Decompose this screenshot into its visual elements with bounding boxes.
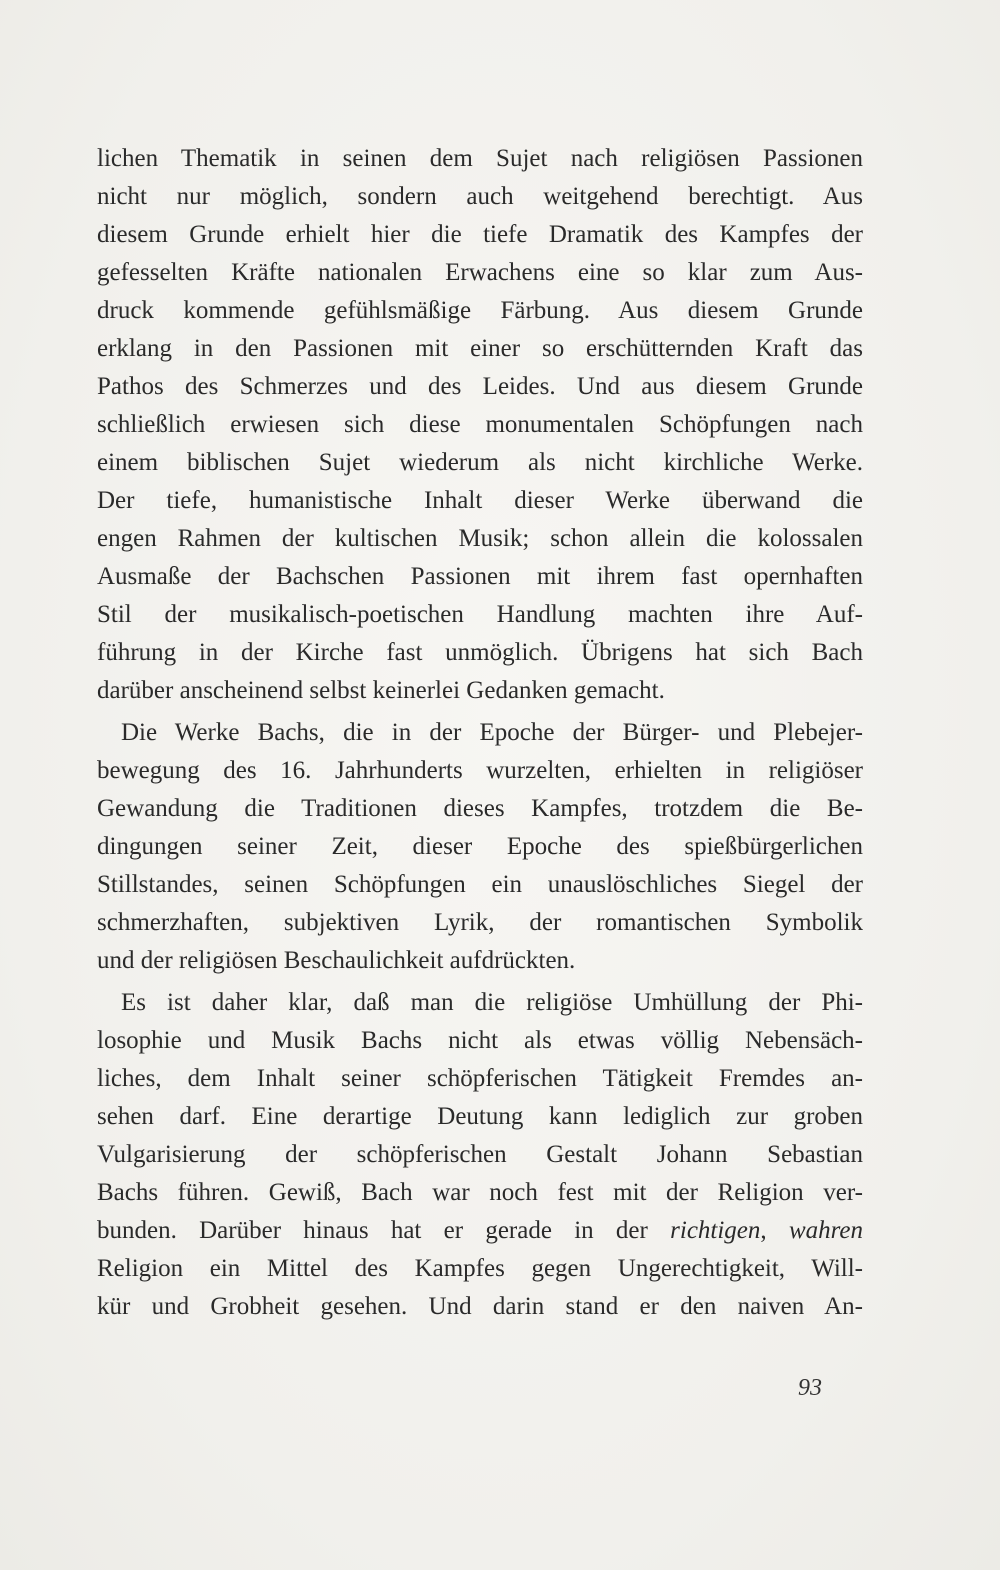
text-line: gefesselten Kräfte nationalen Erwachens eine so klar zum Aus- xyxy=(97,259,863,286)
text-line: kür und Grobheit gesehen. Und darin stand er den naiven An- xyxy=(97,1293,863,1320)
text-line: erklang in den Passionen mit einer so erschütternden Kraft das xyxy=(97,335,863,362)
text-line: losophie und Musik Bachs nicht als etwas völlig Nebensäch- xyxy=(97,1027,863,1054)
text-line: Vulgarisierung der schöpferischen Gestalt Johann Sebastian xyxy=(97,1141,863,1168)
text-line: druck kommende gefühlsmäßige Färbung. Aus diesem Grunde xyxy=(97,297,863,324)
text-line: Der tiefe, humanistische Inhalt dieser Werke überwand die xyxy=(97,487,863,514)
line-comma: , xyxy=(760,1217,789,1244)
text-line: Ausmaße der Bachschen Passionen mit ihrem fast opernhaften xyxy=(97,563,863,590)
paragraph-start-line: Die Werke Bachs, die in der Epoche der Bürger- und Plebejer- xyxy=(121,719,863,746)
italic-word-richtigen: richtigen xyxy=(670,1217,761,1244)
text-line: dingungen seiner Zeit, dieser Epoche des spießbürgerlichen xyxy=(97,833,863,860)
text-line: liches, dem Inhalt seiner schöpferischen Tätigkeit Fremdes an- xyxy=(97,1065,863,1092)
text-line: lichen Thematik in seinen dem Sujet nach religiösen Passionen xyxy=(97,145,863,172)
text-line: Bachs führen. Gewiß, Bach war noch fest mit der Religion ver- xyxy=(97,1179,863,1206)
text-line: sehen darf. Eine derartige Deutung kann lediglich zur groben xyxy=(97,1103,863,1130)
paragraph-end-line: und der religiösen Beschaulichkeit aufdrückten. xyxy=(97,947,576,974)
text-line: diesem Grunde erhielt hier die tiefe Dramatik des Kampfes der xyxy=(97,221,863,248)
page-number: 93 xyxy=(798,1375,822,1401)
text-line: Pathos des Schmerzes und des Leides. Und aus diesem Grunde xyxy=(97,373,863,400)
paragraph-end-line: darüber anscheinend selbst keinerlei Gedanken gemacht. xyxy=(97,677,665,704)
text-line: schließlich erwiesen sich diese monumentalen Schöpfungen nach xyxy=(97,411,863,438)
line-text: bunden. Darüber hinaus hat er gerade in der xyxy=(97,1217,671,1244)
text-line: Stil der musikalisch-poetischen Handlung machten ihre Auf- xyxy=(97,601,863,628)
text-line: einem biblischen Sujet wiederum als nicht kirchliche Werke. xyxy=(97,449,863,476)
text-line: nicht nur möglich, sondern auch weitgehend berechtigt. Aus xyxy=(97,183,863,210)
text-line: engen Rahmen der kultischen Musik; schon allein die kolossalen xyxy=(97,525,863,552)
italic-word-wahren: wahren xyxy=(788,1217,864,1244)
text-line: bewegung des 16. Jahrhunderts wurzelten, erhielten in religiöser xyxy=(97,757,863,784)
text-line: schmerzhaften, subjektiven Lyrik, der romantischen Symbolik xyxy=(97,909,863,936)
text-line: Stillstandes, seinen Schöpfungen ein unauslöschliches Siegel der xyxy=(97,871,863,898)
text-line: Gewandung die Traditionen dieses Kampfes, trotzdem die Be- xyxy=(97,795,863,822)
text-line: führung in der Kirche fast unmöglich. Übrigens hat sich Bach xyxy=(97,639,863,666)
text-line-with-emphasis xyxy=(97,1212,863,1250)
paragraph-start-line: Es ist daher klar, daß man die religiöse Umhüllung der Phi- xyxy=(121,989,863,1016)
text-line: Religion ein Mittel des Kampfes gegen Ungerechtigkeit, Will- xyxy=(97,1255,863,1282)
